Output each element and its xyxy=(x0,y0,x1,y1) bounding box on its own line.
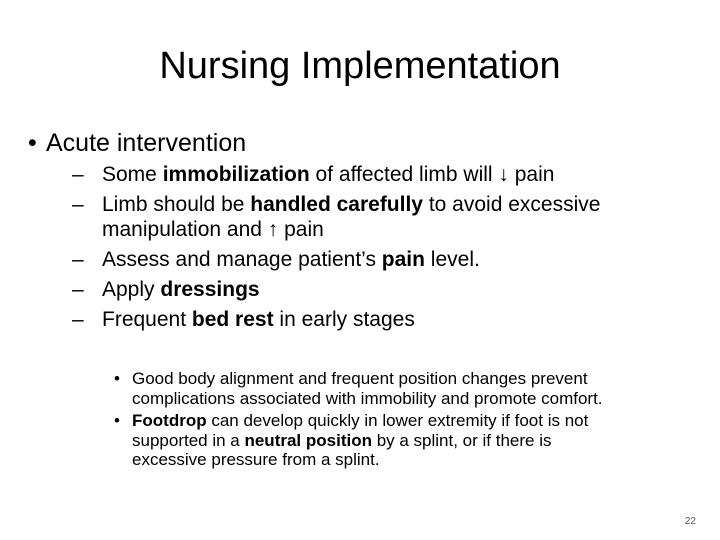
sub-sub-bullet xyxy=(114,369,614,408)
text-segment: level. xyxy=(424,248,480,271)
text-segment: in early stages xyxy=(273,308,415,331)
list-marker: – xyxy=(72,278,84,301)
bold-text: bed rest xyxy=(191,308,274,331)
sub-bullet xyxy=(72,277,692,302)
text-segment: Some xyxy=(102,163,163,186)
bold-text: handled carefully xyxy=(250,193,423,216)
bold-text: Footdrop xyxy=(132,411,207,430)
text-segment: Apply xyxy=(102,278,161,301)
text-segment: by a splint, or if there is excessive pressure from a splint. xyxy=(132,430,552,469)
bold-text: pain xyxy=(381,248,425,271)
sub-bullet xyxy=(72,192,692,242)
sub-sub-bullet xyxy=(114,411,614,470)
text-segment: Frequent xyxy=(102,308,192,331)
list-marker: – xyxy=(72,163,84,186)
list-marker: – xyxy=(72,193,84,216)
page-number: 22 xyxy=(684,516,696,527)
bold-text: dressings xyxy=(160,278,260,301)
text-segment: can develop quickly in lower extremity if foot is not supported in a xyxy=(132,411,589,450)
text-segment: to avoid excessive manipulation and ↑ pain xyxy=(102,193,601,241)
bullet-marker: • xyxy=(28,129,37,157)
text-segment: Good body alignment and frequent position changes prevent complications associated with immobility and promote comfort. xyxy=(132,369,603,408)
slide-title: Nursing Implementation xyxy=(159,45,561,87)
sub-bullet xyxy=(72,307,692,332)
text-segment: Assess and manage patient’s xyxy=(102,248,382,271)
sub-bullet-list xyxy=(72,162,692,337)
text-segment: of affected limb will ↓ pain xyxy=(309,163,555,186)
bold-text: immobilization xyxy=(162,163,310,186)
list-marker: – xyxy=(72,248,84,271)
list-marker: – xyxy=(72,308,84,331)
bullet-text: Acute intervention xyxy=(46,129,247,157)
bold-text: neutral position xyxy=(244,430,372,450)
sub-sub-bullet-list xyxy=(114,369,614,473)
text-segment: Limb should be xyxy=(102,193,251,216)
bullet-acute-intervention xyxy=(28,128,686,159)
list-marker: • xyxy=(114,411,120,430)
sub-bullet xyxy=(72,247,692,272)
sub-bullet xyxy=(72,162,692,187)
list-marker: • xyxy=(114,369,120,388)
